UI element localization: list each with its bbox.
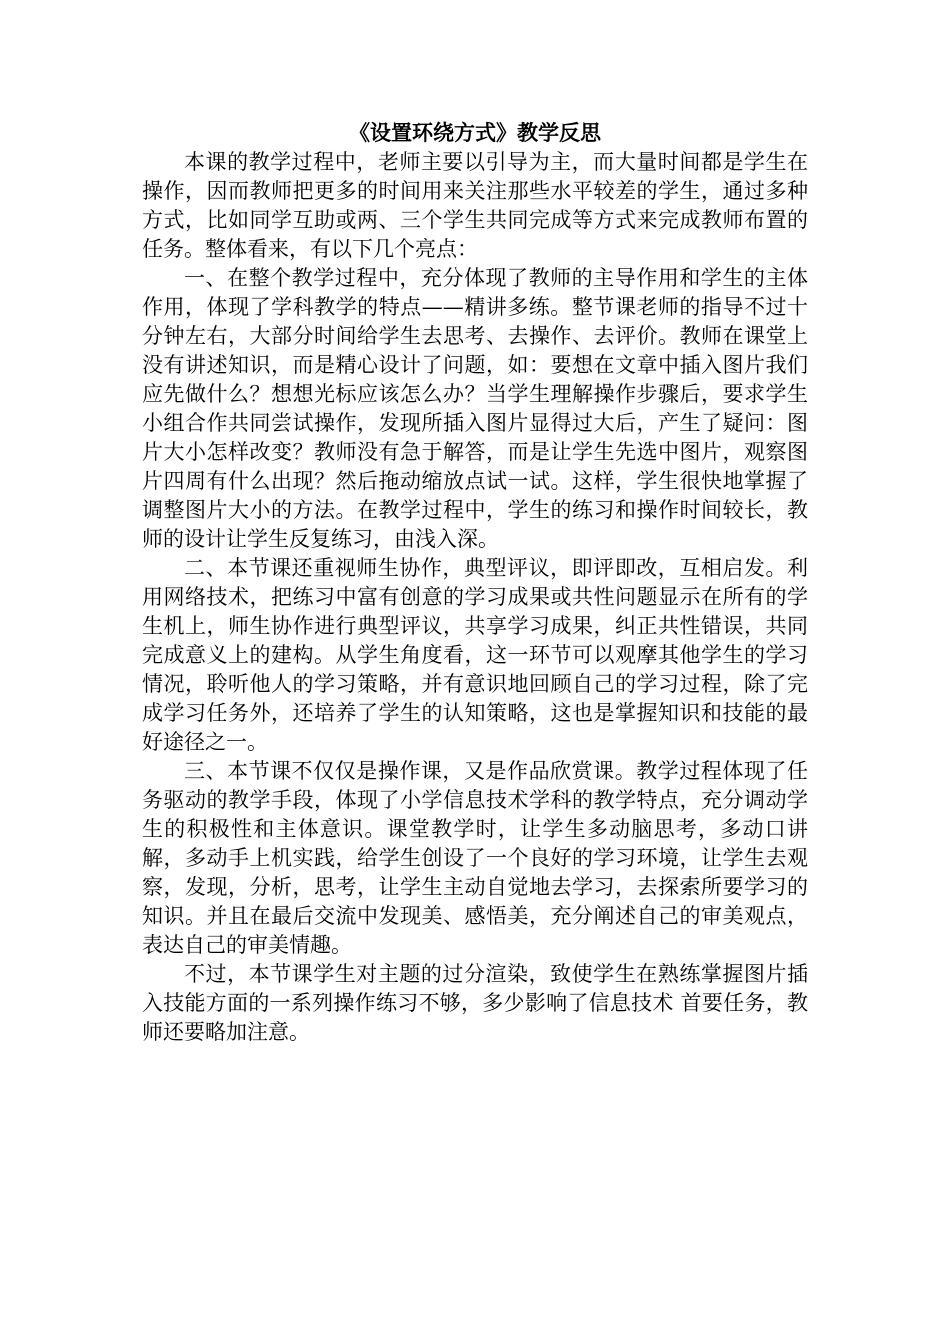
paragraph-point-two: 二、本节课还重视师生协作，典型评议，即评即改，互相启发。利用网络技术，把练习中富有创意的学习成果或共性问题显示在所有的学生机上，师生协作进行典型评议，共享学习成果，纠正共性错误，共同完成意义上的建构。从学生角度看，这一环节可以观摩其他学生的学习情况，聆听他人的学习策略，并有意识地回顾自己的学习过程，除了完成学习任务外，还培养了学生的认知策略，这也是掌握知识和技能的最好途径之一。 — [142, 556, 808, 754]
paragraph-intro: 本课的教学过程中，老师主要以引导为主，而大量时间都是学生在操作，因而教师把更多的时间用来关注那些水平较差的学生，通过多种方式，比如同学互助或两、三个学生共同完成等方式来完成教师布置的任务。整体看来，有以下几个亮点： — [142, 150, 808, 261]
paragraph-point-three: 三、本节课不仅仅是操作课，又是作品欣赏课。教学过程体现了任务驱动的教学手段，体现了小学信息技术学科的教学特点，充分调动学生的积极性和主体意识。课堂教学时，让学生多动脑思考，多动口讲解，多动手上机实践，给学生创设了一个良好的学习环境，让学生去观察，发现，分析，思考，让学生主动自觉地去学习，去探索所要学习的知识。并且在最后交流中发现美、感悟美，充分阐述自己的审美观点，表达自己的审美情趣。 — [142, 759, 808, 957]
paragraph-conclusion: 不过，本节课学生对主题的过分渲染，致使学生在熟练掌握图片插入技能方面的一系列操作练习不够，多少影响了信息技术 首要任务，教师还要略加注意。 — [142, 962, 808, 1044]
document-body — [142, 118, 808, 1047]
paragraph-point-one: 一、在整个教学过程中，充分体现了教师的主导作用和学生的主体作用，体现了学科教学的特点——精讲多练。整节课老师的指导不过十分钟左右，大部分时间给学生去思考、去操作、去评价。教师在课堂上没有讲述知识，而是精心设计了问题，如：要想在文章中插入图片我们应先做什么？想想光标应该怎么办？当学生理解操作步骤后，要求学生小组合作共同尝试操作，发现所插入图片显得过大后，产生了疑问：图片大小怎样改变？教师没有急于解答，而是让学生先选中图片，观察图片四周有什么出现？然后拖动缩放点试一试。这样，学生很快地掌握了调整图片大小的方法。在教学过程中，学生的练习和操作时间较长，教师的设计让学生反复练习，由浅入深。 — [142, 266, 808, 551]
document-title: 《设置环绕方式》教学反思 — [349, 120, 601, 145]
